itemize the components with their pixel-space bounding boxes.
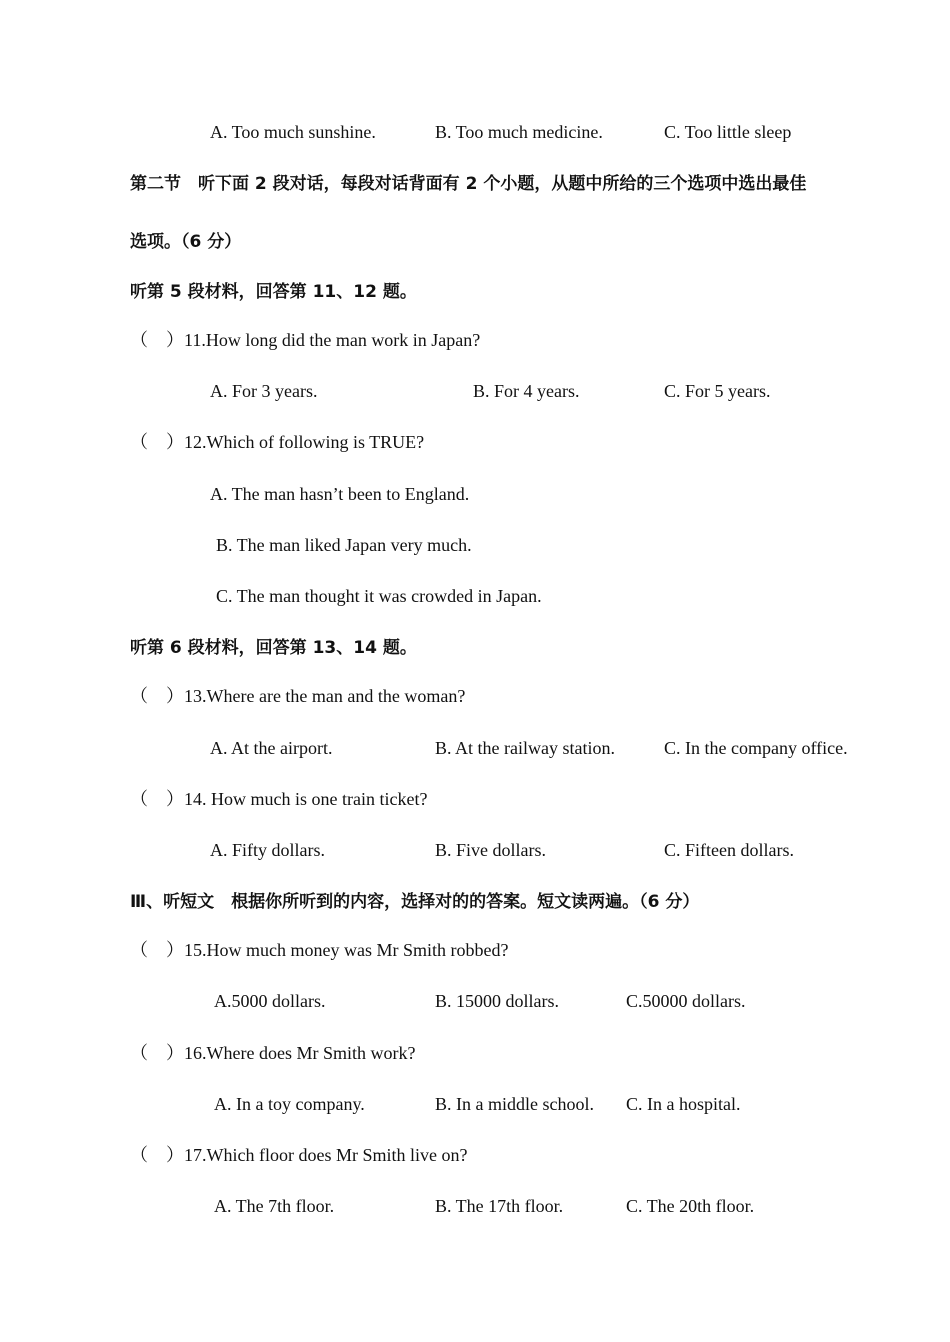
q10-option-c: C. Too little sleep xyxy=(664,122,792,142)
q16-option-c: C. In a hospital. xyxy=(626,1094,741,1114)
question-14 xyxy=(130,788,427,810)
answer-blank[interactable]: （ ） xyxy=(130,432,184,452)
section2-heading-line1: 第二节 听下面 2 段对话，每段对话背面有 2 个小题，从题中所给的三个选项中选出最佳 xyxy=(130,174,807,194)
answer-blank[interactable]: （ ） xyxy=(130,940,184,960)
q17-option-c: C. The 20th floor. xyxy=(626,1196,755,1216)
answer-blank[interactable]: （ ） xyxy=(130,686,184,706)
q12-option-b: B. The man liked Japan very much. xyxy=(216,535,472,555)
section3-heading: Ⅲ、听短文 根据你所听到的内容，选择对的的答案。短文读两遍。（6 分） xyxy=(130,892,700,912)
q11-option-a: A. For 3 years. xyxy=(210,381,318,401)
question-stem: 16.Where does Mr Smith work? xyxy=(184,1043,416,1063)
q12-option-c: C. The man thought it was crowded in Japan. xyxy=(216,586,542,606)
question-stem: 12.Which of following is TRUE? xyxy=(184,432,425,452)
q15-option-a: A.5000 dollars. xyxy=(214,991,326,1011)
q16-option-b: B. In a middle school. xyxy=(435,1094,594,1114)
q14-option-c: C. Fifteen dollars. xyxy=(664,840,794,860)
question-stem: 14. How much is one train ticket? xyxy=(184,789,428,809)
q17-option-b: B. The 17th floor. xyxy=(435,1196,564,1216)
q15-option-c: C.50000 dollars. xyxy=(626,991,746,1011)
q11-option-b: B. For 4 years. xyxy=(473,381,580,401)
q11-option-c: C. For 5 years. xyxy=(664,381,771,401)
question-stem: 15.How much money was Mr Smith robbed? xyxy=(184,940,509,960)
question-stem: 11.How long did the man work in Japan? xyxy=(184,330,481,350)
material6-title: 听第 6 段材料，回答第 13、14 题。 xyxy=(130,638,417,658)
q10-option-a: A. Too much sunshine. xyxy=(210,122,376,142)
q14-option-b: B. Five dollars. xyxy=(435,840,546,860)
question-12 xyxy=(130,431,424,453)
answer-blank[interactable]: （ ） xyxy=(130,1145,184,1165)
answer-blank[interactable]: （ ） xyxy=(130,330,184,350)
q15-option-b: B. 15000 dollars. xyxy=(435,991,559,1011)
question-16 xyxy=(130,1042,415,1064)
question-13 xyxy=(130,685,465,707)
question-11 xyxy=(130,329,480,351)
question-15 xyxy=(130,939,508,961)
answer-blank[interactable]: （ ） xyxy=(130,789,184,809)
q17-option-a: A. The 7th floor. xyxy=(214,1196,335,1216)
q10-option-b: B. Too much medicine. xyxy=(435,122,603,142)
material5-title: 听第 5 段材料，回答第 11、12 题。 xyxy=(130,282,417,302)
q13-option-b: B. At the railway station. xyxy=(435,738,615,758)
q13-option-c: C. In the company office. xyxy=(664,738,848,758)
question-stem: 17.Which floor does Mr Smith live on? xyxy=(184,1145,468,1165)
q14-option-a: A. Fifty dollars. xyxy=(210,840,325,860)
q12-option-a: A. The man hasn’t been to England. xyxy=(210,484,470,504)
answer-blank[interactable]: （ ） xyxy=(130,1043,184,1063)
question-17 xyxy=(130,1144,467,1166)
question-stem: 13.Where are the man and the woman? xyxy=(184,686,466,706)
q16-option-a: A. In a toy company. xyxy=(214,1094,365,1114)
q13-option-a: A. At the airport. xyxy=(210,738,333,758)
section2-heading-line2: 选项。（6 分） xyxy=(130,232,242,252)
